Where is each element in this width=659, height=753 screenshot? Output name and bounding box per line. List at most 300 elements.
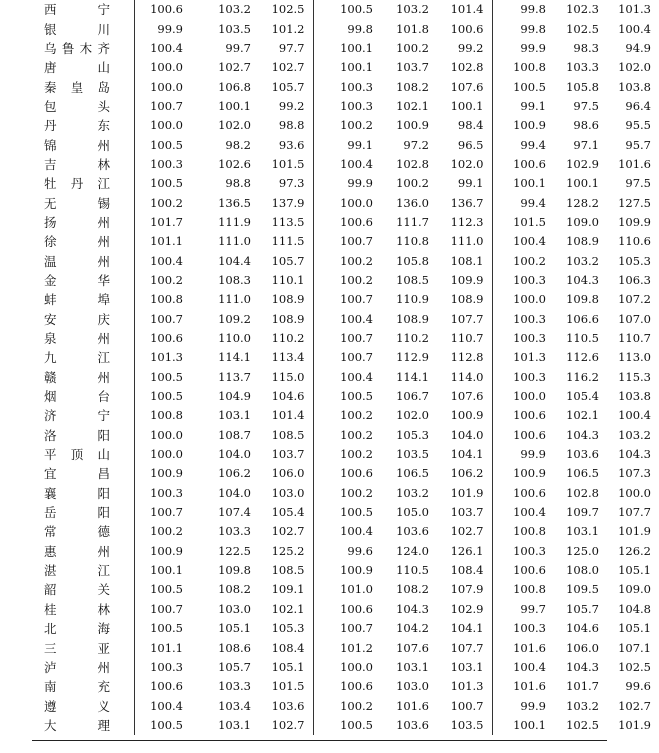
index-value-cell: 100.5 <box>150 389 183 404</box>
index-value-cell: 102.5 <box>259 0 313 19</box>
index-value-cell: 100.0 <box>150 447 183 462</box>
index-value-cell: 104.1 <box>437 445 492 464</box>
index-value-cell: 100.9 <box>150 466 183 481</box>
index-value-cell: 110.9 <box>396 292 429 307</box>
city-name: 泸州 <box>44 659 110 675</box>
index-value-cell: 106.8 <box>218 79 251 94</box>
city-cell <box>32 19 134 38</box>
index-value-cell: 100.4 <box>618 408 651 423</box>
index-value-cell: 107.6 <box>437 387 492 406</box>
index-value-cell: 127.5 <box>618 195 651 210</box>
index-value-cell: 103.5 <box>396 447 429 462</box>
index-value-cell: 104.0 <box>437 426 492 445</box>
city-cell <box>32 77 134 96</box>
index-value-cell: 100.3 <box>150 485 183 500</box>
index-value-cell: 108.7 <box>218 427 251 442</box>
index-value-cell: 100.4 <box>340 311 373 326</box>
index-value-cell: 110.0 <box>218 331 251 346</box>
index-value-cell: 100.6 <box>340 679 373 694</box>
index-value-cell: 105.8 <box>396 253 429 268</box>
index-value-cell: 99.8 <box>347 21 373 36</box>
index-value-cell: 99.1 <box>437 174 492 193</box>
index-value-cell: 100.1 <box>566 176 599 191</box>
index-value-cell: 103.8 <box>618 79 651 94</box>
city-name: 扬州 <box>44 214 110 230</box>
index-value-cell: 100.4 <box>150 40 183 55</box>
index-value-cell: 108.4 <box>437 561 492 580</box>
index-value-cell: 107.9 <box>437 580 492 599</box>
index-value-cell: 99.2 <box>259 97 313 116</box>
index-value-cell: 100.5 <box>340 717 373 732</box>
index-value-cell: 103.6 <box>566 447 599 462</box>
index-value-cell: 103.8 <box>618 389 651 404</box>
index-value-cell: 101.0 <box>340 582 373 597</box>
index-value-cell: 98.4 <box>437 116 492 135</box>
index-value-cell: 97.1 <box>573 137 599 152</box>
index-value-cell: 107.0 <box>618 311 651 326</box>
index-value-cell: 103.7 <box>437 503 492 522</box>
index-value-cell: 111.7 <box>396 214 429 229</box>
index-value-cell: 105.7 <box>566 601 599 616</box>
index-value-cell: 126.1 <box>437 542 492 561</box>
index-value-cell: 101.8 <box>396 21 429 36</box>
city-name: 平顶山 <box>44 447 110 463</box>
table-row <box>32 542 659 561</box>
city-cell <box>32 387 134 406</box>
index-value-cell: 100.4 <box>513 505 546 520</box>
index-value-cell: 100.6 <box>437 19 492 38</box>
index-value-cell: 100.0 <box>150 427 183 442</box>
table-row <box>32 310 659 329</box>
index-value-cell: 106.5 <box>396 466 429 481</box>
city-name: 吉林 <box>44 156 110 172</box>
city-cell <box>32 116 134 135</box>
city-cell <box>32 329 134 348</box>
index-value-cell: 107.6 <box>396 640 429 655</box>
index-value-cell: 104.0 <box>218 485 251 500</box>
city-cell <box>32 638 134 657</box>
index-value-cell: 103.2 <box>396 2 429 17</box>
index-value-cell: 97.3 <box>259 174 313 193</box>
index-value-cell: 100.4 <box>340 369 373 384</box>
table-bottom-rule <box>32 740 607 741</box>
index-value-cell: 101.6 <box>396 698 429 713</box>
index-value-cell: 102.3 <box>566 2 599 17</box>
index-value-cell: 100.2 <box>340 253 373 268</box>
city-name: 济宁 <box>44 408 110 424</box>
index-value-cell: 112.9 <box>396 350 429 365</box>
index-value-cell: 115.3 <box>618 369 651 384</box>
index-value-cell: 100.0 <box>340 195 373 210</box>
index-value-cell: 103.2 <box>618 427 651 442</box>
table-row <box>32 39 659 58</box>
index-value-cell: 100.1 <box>513 717 546 732</box>
city-name: 乌鲁木齐 <box>44 40 110 56</box>
index-value-cell: 114.1 <box>218 350 251 365</box>
index-value-cell: 108.9 <box>437 290 492 309</box>
index-value-cell: 101.7 <box>566 679 599 694</box>
table-row <box>32 19 659 38</box>
city-cell <box>32 290 134 309</box>
index-value-cell: 101.9 <box>437 484 492 503</box>
index-value-cell: 101.5 <box>513 214 546 229</box>
table-row <box>32 155 659 174</box>
index-value-cell: 100.2 <box>340 408 373 423</box>
index-value-cell: 104.0 <box>218 447 251 462</box>
index-value-cell: 99.8 <box>520 2 546 17</box>
index-value-cell: 100.7 <box>437 696 492 715</box>
index-value-cell: 100.6 <box>150 679 183 694</box>
index-value-cell: 105.1 <box>618 621 651 636</box>
index-value-cell: 103.4 <box>218 698 251 713</box>
index-value-cell: 99.9 <box>157 21 183 36</box>
index-value-cell: 103.2 <box>396 485 429 500</box>
index-value-cell: 98.3 <box>573 40 599 55</box>
city-cell <box>32 174 134 193</box>
index-value-cell: 100.3 <box>513 331 546 346</box>
index-value-cell: 114.0 <box>437 368 492 387</box>
table-row <box>32 580 659 599</box>
index-value-cell: 100.5 <box>150 369 183 384</box>
index-value-cell: 103.1 <box>218 717 251 732</box>
index-value-cell: 110.7 <box>437 329 492 348</box>
index-value-cell: 100.6 <box>513 156 546 171</box>
index-value-cell: 108.2 <box>396 582 429 597</box>
index-value-cell: 100.6 <box>513 563 546 578</box>
index-value-cell: 101.6 <box>618 156 651 171</box>
city-name: 泉州 <box>44 331 110 347</box>
index-value-cell: 100.4 <box>340 156 373 171</box>
index-value-cell: 113.4 <box>259 348 313 367</box>
city-cell <box>32 251 134 270</box>
table-row <box>32 522 659 541</box>
index-value-cell: 100.1 <box>340 40 373 55</box>
city-name: 西宁 <box>44 2 110 18</box>
city-name: 金华 <box>44 272 110 288</box>
index-value-cell: 107.6 <box>437 77 492 96</box>
index-value-cell: 100.6 <box>513 427 546 442</box>
index-value-cell: 100.9 <box>513 466 546 481</box>
index-value-cell: 108.2 <box>218 582 251 597</box>
city-cell <box>32 677 134 696</box>
index-value-cell: 100.2 <box>340 118 373 133</box>
index-value-cell: 95.7 <box>625 137 651 152</box>
index-value-cell: 100.7 <box>150 311 183 326</box>
index-value-cell: 103.1 <box>566 524 599 539</box>
city-name: 三亚 <box>44 640 110 656</box>
table-row <box>32 271 659 290</box>
index-value-cell: 100.2 <box>396 176 429 191</box>
index-value-cell: 97.2 <box>403 137 429 152</box>
index-value-cell: 110.5 <box>566 331 599 346</box>
index-value-cell: 125.2 <box>259 542 313 561</box>
table-row <box>32 77 659 96</box>
index-value-cell: 101.5 <box>259 677 313 696</box>
table-body <box>32 0 659 735</box>
index-value-cell: 99.6 <box>347 543 373 558</box>
index-value-cell: 96.4 <box>625 98 651 113</box>
table-row <box>32 464 659 483</box>
index-value-cell: 109.9 <box>618 214 651 229</box>
index-value-cell: 124.0 <box>396 543 429 558</box>
index-value-cell: 102.7 <box>618 698 651 713</box>
index-value-cell: 95.5 <box>625 118 651 133</box>
index-value-cell: 100.4 <box>150 253 183 268</box>
index-value-cell: 100.2 <box>150 524 183 539</box>
index-value-cell: 99.1 <box>520 98 546 113</box>
index-value-cell: 102.7 <box>218 60 251 75</box>
index-value-cell: 112.3 <box>437 213 492 232</box>
index-value-cell: 99.9 <box>520 698 546 713</box>
index-value-cell: 99.1 <box>347 137 373 152</box>
index-value-cell: 100.8 <box>513 582 546 597</box>
index-value-cell: 105.4 <box>566 389 599 404</box>
index-value-cell: 105.1 <box>618 563 651 578</box>
table-row <box>32 0 659 19</box>
index-value-cell: 107.1 <box>618 640 651 655</box>
table-row <box>32 290 659 309</box>
index-value-cell: 98.6 <box>573 118 599 133</box>
index-value-cell: 108.1 <box>437 251 492 270</box>
index-value-cell: 109.5 <box>566 582 599 597</box>
index-value-cell: 108.5 <box>259 561 313 580</box>
table-row <box>32 638 659 657</box>
index-value-cell: 103.0 <box>396 679 429 694</box>
city-name: 温州 <box>44 253 110 269</box>
index-value-cell: 101.6 <box>513 679 546 694</box>
city-name: 徐州 <box>44 234 110 250</box>
index-value-cell: 100.7 <box>150 505 183 520</box>
index-value-cell: 108.3 <box>218 272 251 287</box>
index-value-cell: 108.6 <box>218 640 251 655</box>
index-value-cell: 100.0 <box>150 79 183 94</box>
index-value-cell: 100.4 <box>513 659 546 674</box>
index-value-cell: 100.4 <box>340 524 373 539</box>
city-cell <box>32 658 134 677</box>
city-name: 牡丹江 <box>44 176 110 192</box>
index-value-cell: 100.2 <box>340 427 373 442</box>
index-value-cell: 100.9 <box>150 543 183 558</box>
index-value-cell: 100.8 <box>150 408 183 423</box>
index-value-cell: 100.5 <box>150 717 183 732</box>
index-value-cell: 100.3 <box>150 156 183 171</box>
index-value-cell: 102.9 <box>566 156 599 171</box>
city-name: 丹东 <box>44 118 110 134</box>
index-value-cell: 113.0 <box>618 350 651 365</box>
index-value-cell: 100.2 <box>340 698 373 713</box>
index-value-cell: 102.9 <box>437 600 492 619</box>
index-value-cell: 100.2 <box>513 253 546 268</box>
index-value-cell: 99.7 <box>520 601 546 616</box>
table-row <box>32 426 659 445</box>
city-cell <box>32 503 134 522</box>
index-value-cell: 110.7 <box>618 331 651 346</box>
index-value-cell: 94.9 <box>625 40 651 55</box>
table-row <box>32 193 659 212</box>
index-value-cell: 101.3 <box>513 350 546 365</box>
city-cell <box>32 155 134 174</box>
index-value-cell: 109.8 <box>566 292 599 307</box>
index-value-cell: 99.9 <box>520 40 546 55</box>
city-name: 襄阳 <box>44 485 110 501</box>
index-value-cell: 100.7 <box>340 331 373 346</box>
index-value-cell: 105.7 <box>218 659 251 674</box>
index-value-cell: 105.4 <box>259 503 313 522</box>
index-value-cell: 103.1 <box>396 659 429 674</box>
index-value-cell: 109.1 <box>259 580 313 599</box>
city-name: 大理 <box>44 717 110 733</box>
city-cell <box>32 561 134 580</box>
index-value-cell: 100.5 <box>340 389 373 404</box>
index-value-cell: 103.0 <box>259 484 313 503</box>
index-value-cell: 100.2 <box>150 272 183 287</box>
index-value-cell: 102.0 <box>218 118 251 133</box>
index-value-cell: 107.2 <box>618 292 651 307</box>
index-value-cell: 100.2 <box>340 272 373 287</box>
index-value-cell: 106.7 <box>396 389 429 404</box>
index-value-cell: 100.3 <box>513 311 546 326</box>
index-value-cell: 103.6 <box>396 717 429 732</box>
index-value-cell: 108.5 <box>396 272 429 287</box>
index-value-cell: 100.8 <box>513 60 546 75</box>
city-name: 惠州 <box>44 543 110 559</box>
city-cell <box>32 696 134 715</box>
index-value-cell: 106.3 <box>618 272 651 287</box>
index-value-cell: 101.2 <box>340 640 373 655</box>
index-value-cell: 100.3 <box>340 98 373 113</box>
table-row <box>32 368 659 387</box>
city-name: 湛江 <box>44 563 110 579</box>
index-value-cell: 93.6 <box>259 135 313 154</box>
city-name: 岳阳 <box>44 505 110 521</box>
index-value-cell: 103.7 <box>396 60 429 75</box>
city-cell <box>32 426 134 445</box>
index-value-cell: 122.5 <box>218 543 251 558</box>
index-value-cell: 136.5 <box>218 195 251 210</box>
index-value-cell: 106.2 <box>218 466 251 481</box>
index-value-cell: 102.1 <box>396 98 429 113</box>
table-row <box>32 658 659 677</box>
index-value-cell: 106.0 <box>566 640 599 655</box>
index-value-cell: 100.9 <box>340 563 373 578</box>
index-value-cell: 100.3 <box>513 272 546 287</box>
index-value-cell: 102.8 <box>437 58 492 77</box>
index-value-cell: 110.5 <box>396 563 429 578</box>
index-value-cell: 110.8 <box>396 234 429 249</box>
index-value-cell: 100.0 <box>150 118 183 133</box>
index-value-cell: 104.3 <box>566 272 599 287</box>
index-value-cell: 101.6 <box>513 640 546 655</box>
index-value-cell: 100.5 <box>513 79 546 94</box>
table-row <box>32 696 659 715</box>
index-value-cell: 103.5 <box>437 716 492 735</box>
index-value-cell: 106.6 <box>566 311 599 326</box>
index-value-cell: 101.3 <box>618 2 651 17</box>
index-value-cell: 113.5 <box>259 213 313 232</box>
index-value-cell: 101.5 <box>259 155 313 174</box>
index-value-cell: 100.7 <box>340 292 373 307</box>
index-value-cell: 103.2 <box>566 253 599 268</box>
index-value-cell: 98.8 <box>225 176 251 191</box>
table-row <box>32 58 659 77</box>
index-value-cell: 101.9 <box>618 524 651 539</box>
index-value-cell: 106.2 <box>437 464 492 483</box>
index-value-cell: 108.0 <box>566 563 599 578</box>
index-value-cell: 100.5 <box>150 137 183 152</box>
index-value-cell: 136.7 <box>437 193 492 212</box>
index-value-cell: 100.6 <box>150 2 183 17</box>
index-value-cell: 101.9 <box>618 717 651 732</box>
index-value-cell: 104.1 <box>437 619 492 638</box>
index-value-cell: 100.6 <box>340 466 373 481</box>
index-value-cell: 110.2 <box>259 329 313 348</box>
index-value-cell: 104.9 <box>218 389 251 404</box>
index-value-cell: 102.7 <box>259 522 313 541</box>
index-value-cell: 107.3 <box>618 466 651 481</box>
index-value-cell: 102.1 <box>259 600 313 619</box>
index-value-cell: 100.0 <box>513 292 546 307</box>
index-value-cell: 100.0 <box>513 389 546 404</box>
city-name: 北海 <box>44 621 110 637</box>
index-value-cell: 100.6 <box>340 214 373 229</box>
table-row <box>32 348 659 367</box>
city-cell <box>32 464 134 483</box>
index-value-cell: 101.4 <box>437 0 492 19</box>
index-value-cell: 96.5 <box>437 135 492 154</box>
index-value-cell: 100.1 <box>340 60 373 75</box>
index-value-cell: 100.4 <box>513 234 546 249</box>
index-value-cell: 99.9 <box>520 447 546 462</box>
index-value-cell: 100.3 <box>513 621 546 636</box>
index-value-cell: 103.3 <box>218 524 251 539</box>
index-value-cell: 100.7 <box>150 98 183 113</box>
city-name: 秦皇岛 <box>44 79 110 95</box>
city-name: 韶关 <box>44 582 110 598</box>
index-value-cell: 108.9 <box>259 310 313 329</box>
index-value-cell: 112.6 <box>566 350 599 365</box>
index-value-cell: 113.7 <box>218 369 251 384</box>
table-row <box>32 484 659 503</box>
index-value-cell: 100.0 <box>618 485 651 500</box>
index-value-cell: 105.3 <box>618 253 651 268</box>
table-row <box>32 503 659 522</box>
index-value-cell: 111.9 <box>218 214 251 229</box>
city-name: 蚌埠 <box>44 292 110 308</box>
index-value-cell: 128.2 <box>566 195 599 210</box>
index-value-cell: 99.4 <box>520 195 546 210</box>
index-value-cell: 100.5 <box>340 2 373 17</box>
city-cell <box>32 406 134 425</box>
index-value-cell: 100.7 <box>340 234 373 249</box>
index-value-cell: 109.0 <box>566 214 599 229</box>
index-value-cell: 104.6 <box>259 387 313 406</box>
index-value-cell: 109.2 <box>218 311 251 326</box>
index-value-cell: 107.7 <box>618 505 651 520</box>
index-value-cell: 100.2 <box>396 40 429 55</box>
index-value-cell: 103.0 <box>218 601 251 616</box>
index-value-cell: 100.5 <box>150 621 183 636</box>
index-value-cell: 99.7 <box>225 40 251 55</box>
index-value-cell: 104.6 <box>566 621 599 636</box>
index-value-cell: 101.4 <box>259 406 313 425</box>
table-row <box>32 387 659 406</box>
index-value-cell: 107.7 <box>437 638 492 657</box>
index-value-cell: 100.5 <box>340 505 373 520</box>
index-value-cell: 105.3 <box>259 619 313 638</box>
index-value-cell: 102.0 <box>618 60 651 75</box>
index-value-cell: 100.3 <box>340 79 373 94</box>
index-value-cell: 102.5 <box>566 21 599 36</box>
